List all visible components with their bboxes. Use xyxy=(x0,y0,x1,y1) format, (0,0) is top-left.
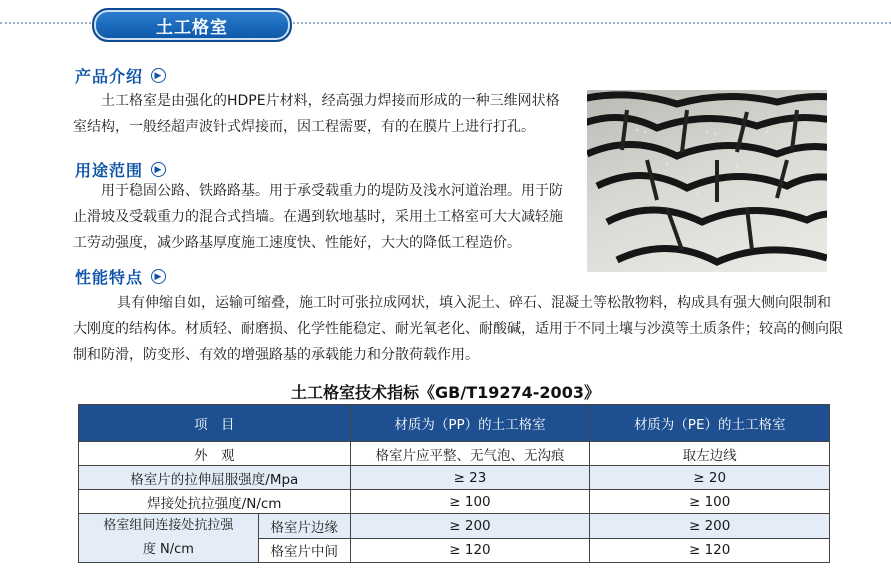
table-row xyxy=(79,490,830,514)
row-pe: ≥ 120 xyxy=(590,538,830,563)
usage-heading-label: 用途范围 xyxy=(75,161,144,180)
spec-table-title: 土工格室技术指标《GB/T19274-2003》 xyxy=(291,383,600,402)
row-pe: ≥ 100 xyxy=(590,490,830,514)
row-item: 格室片边缘 xyxy=(258,514,350,539)
row-item: 格室片的拉伸屈服强度/Mpa xyxy=(79,466,351,490)
row-pp: ≥ 200 xyxy=(350,514,590,539)
usage-text: 用于稳固公路、铁路路基。用于承受载重力的堤防及浅水河道治理。用于防止滑坡及受载重力的混合式挡墙。在遇到软地基时，采用土工格室可大大减轻施工劳动强度，减少路基厚度施工速度快、性能好，大大的降低工程造价。 xyxy=(73,183,563,251)
header-pe: 材质为（PE）的土工格室 xyxy=(590,405,830,442)
table-row xyxy=(79,514,830,539)
row-item: 外 观 xyxy=(79,442,351,466)
geocell-image xyxy=(587,90,827,272)
row-pp: ≥ 23 xyxy=(350,466,590,490)
row-pp: ≥ 100 xyxy=(350,490,590,514)
row-pp: 格室片应平整、无气泡、无沟痕 xyxy=(350,442,590,466)
features-text: 具有伸缩自如，运输可缩叠，施工时可张拉成网状，填入泥土、碎石、混凝土等松散物料，构成具有强大侧向限制和大刚度的结构体。材质轻、耐磨损、化学性能稳定、耐光氧老化、耐酸碱，适用于不同土壤与沙漠等土质条件；较高的侧向限制和防滑，防变形、有效的增强路基的承载能力和分散荷载作用。 xyxy=(73,295,843,363)
table-header-row xyxy=(79,405,830,442)
page-title: 土工格室 xyxy=(92,8,292,42)
circle-arrow-right-icon: ▶ xyxy=(151,269,166,284)
row-item: 焊接处抗拉强度/N/cm xyxy=(79,490,351,514)
spec-table xyxy=(78,404,830,563)
header-item: 项 目 xyxy=(79,405,351,442)
table-row xyxy=(79,466,830,490)
features-heading-label: 性能特点 xyxy=(75,268,144,287)
circle-arrow-right-icon: ▶ xyxy=(151,162,166,177)
header-pp: 材质为（PP）的土工格室 xyxy=(350,405,590,442)
features-heading xyxy=(75,265,166,288)
circle-arrow-right-icon: ▶ xyxy=(151,68,166,83)
table-row xyxy=(79,442,830,466)
product-photo xyxy=(587,90,827,272)
group-label-line2: 度 N/cm xyxy=(142,542,194,557)
group-label xyxy=(79,514,259,563)
row-pp: ≥ 120 xyxy=(350,538,590,563)
intro-heading-label: 产品介绍 xyxy=(75,67,144,86)
row-pe: ≥ 20 xyxy=(590,466,830,490)
intro-heading xyxy=(75,64,166,87)
row-pe: 取左边线 xyxy=(590,442,830,466)
row-item: 格室片中间 xyxy=(258,538,350,563)
intro-text: 土工格室是由强化的HDPE片材料，经高强力焊接而形成的一种三维网状格室结构，一般经超声波针式焊接而，因工程需要，有的在膜片上进行打孔。 xyxy=(73,93,560,135)
row-pe: ≥ 200 xyxy=(590,514,830,539)
group-label-line1: 格室组间连接处抗拉强 xyxy=(103,518,234,533)
